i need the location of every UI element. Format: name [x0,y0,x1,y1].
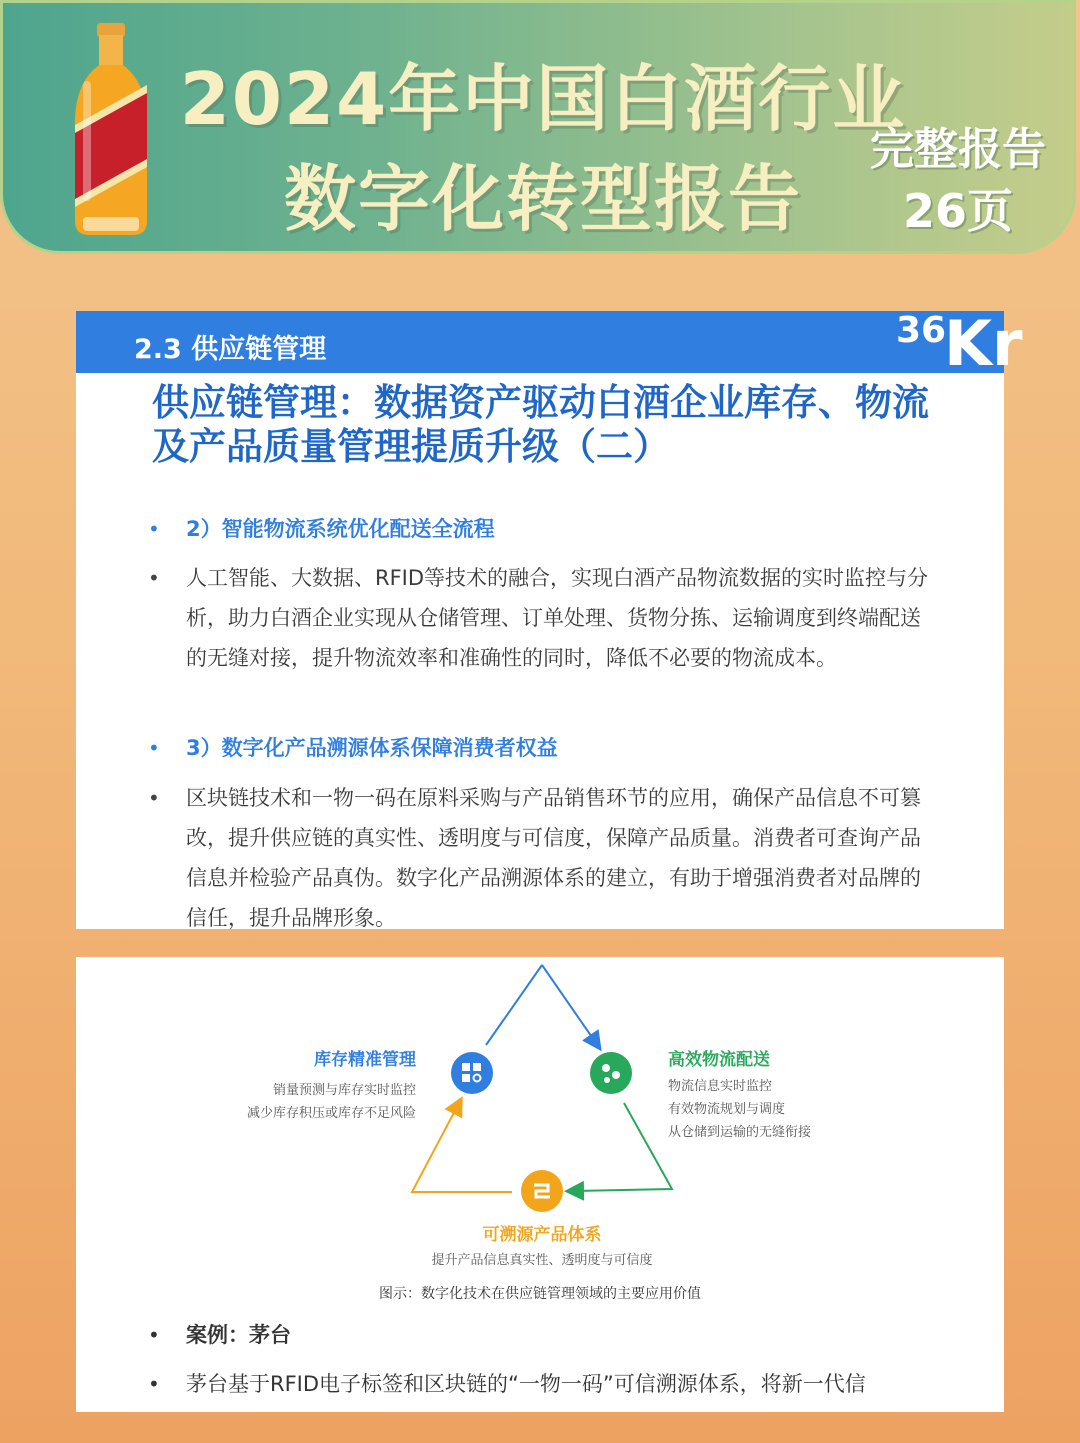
paragraph-text: 区块链技术和一物一码在原料采购与产品销售环节的应用，确保产品信息不可篡改，提升供应链的真实性、透明度与可信度，保障产品质量。消费者可查询产品信息并检验产品真伪。数字化产品溯源体系的建立，有助于增强消费者对品牌的信任，提升品牌形象。 [186,786,921,930]
figure-caption: 图示：数字化技术在供应链管理领域的主要应用价值 [379,1286,701,1302]
node-traceability-title: 可溯源产品体系 [482,1225,602,1245]
node-inventory-desc [206,1079,416,1125]
slide-card-supply-chain [76,307,1023,930]
arrow-left-to-top [486,965,542,1045]
node-logistics-title: 高效物流配送 [668,1050,770,1070]
bullet-dot: • [148,566,160,590]
node-logistics-line2: 有效物流规划与调度 [668,1102,786,1117]
arrow-right-to-bottom [574,1103,672,1191]
logo-number: 36 [896,310,947,351]
36kr-logo [892,307,1023,380]
banner-side-label: 完整报告 [870,124,1046,175]
bullet-dot: • [148,1323,160,1347]
banner-title-line1: 2024年中国白酒行业 [179,57,907,141]
bullet-dot: • [148,517,160,541]
bullet-dot: • [148,786,160,810]
banner-page-count: 26页 [902,184,1013,238]
subheading-text: 2）智能物流系统优化配送全流程 [186,517,495,541]
paragraph-text: 人工智能、大数据、RFID等技术的融合，实现白酒产品物流数据的实时监控与分析，助力白酒企业实现从仓储管理、订单处理、货物分拣、运输调度到终端配送的无缝对接，提升物流效率和准确性的同时，降低不必要的物流成本。 [186,566,929,670]
subheading-text: 3）数字化产品溯源体系保障消费者权益 [186,736,558,760]
case-paragraph-text: 茅台基于RFID电子标签和区块链的“一物一码”可信溯源体系，将新一代信 [186,1372,866,1396]
liquor-bottle-icon [63,21,159,241]
slide-title: 供应链管理：数据资产驱动白酒企业库存、物流及产品质量管理提质升级（二） [152,381,929,468]
node-inventory-line2: 减少库存积压或库存不足风险 [246,1106,416,1121]
trace-icon [521,1170,563,1212]
bullet-dot: • [148,1372,160,1396]
banner-title-line2: 数字化转型报告 [283,157,802,241]
node-traceability-desc: 提升产品信息真实性、透明度与可信度 [431,1253,653,1268]
network-icon [590,1052,632,1094]
slide-header-bar [76,307,1023,380]
node-logistics-line1: 物流信息实时监控 [668,1079,773,1094]
grid-search-icon [451,1052,493,1094]
bullet-dot: • [148,736,160,760]
section-number: 2.3 供应链管理 [134,334,327,365]
node-inventory-title: 库存精准管理 [314,1050,416,1070]
slide-card-diagram [76,957,1004,1412]
node-logistics-line3: 从仓储到运输的无缝衔接 [668,1125,812,1140]
node-inventory-line1: 销量预测与库存实时监控 [272,1083,416,1098]
arrow-top-to-right [542,965,596,1043]
case-heading-text: 案例：茅台 [186,1323,291,1347]
header-banner [0,0,1076,254]
logo-letter: Kr [944,307,1023,380]
arrow-bottom-to-left [412,1105,512,1192]
node-logistics-desc [668,1075,868,1144]
